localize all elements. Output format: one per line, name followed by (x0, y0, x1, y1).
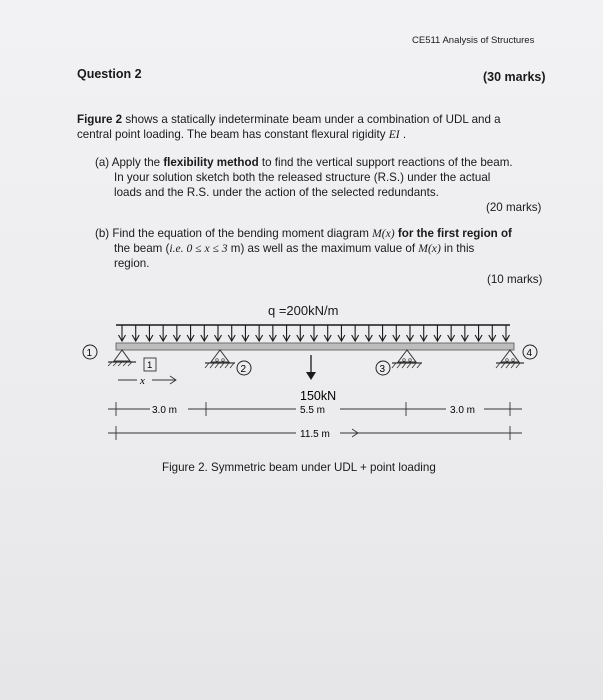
moment-symbol: M(x) (372, 227, 395, 240)
flexibility-method: flexibility method (163, 156, 259, 169)
part-b-line-2: the beam (i.e. 0 ≤ x ≤ 3 m) as well as the maximum value of M(x) in this (114, 242, 475, 255)
part-a-line-2: In your solution sketch both the released structure (R.S.) under the actual (114, 171, 491, 184)
dim-right: 3.0 m (450, 405, 476, 416)
part-a-line-3: loads and the R.S. under the action of the selected redundants. (114, 186, 439, 199)
part-b: (b) Find the equation of the bending moment diagram M(x) for the first region of the beam (i.e. 0 ≤ x ≤ 3 m) as well as the maximum value of M(x) in this region. (95, 227, 512, 270)
x-label: x (140, 375, 145, 387)
udl-arrows (119, 325, 510, 341)
intro-line-1-text: shows a statically indeterminate beam under a combination of UDL and a (122, 113, 501, 126)
beam (116, 343, 514, 350)
dim-total: 11.5 m (300, 429, 330, 440)
node-4: 4 (526, 348, 533, 359)
figure-caption: Figure 2. Symmetric beam under UDL + point loading (162, 461, 436, 474)
dim-left: 3.0 m (152, 405, 178, 416)
node-3: 3 (379, 364, 386, 375)
part-b-marks: (10 marks) (487, 273, 543, 286)
question-title: Question 2 (77, 67, 142, 81)
intro-line-2: central point loading. The beam has constant flexural rigidity EI . (77, 128, 407, 141)
support-4 (496, 350, 524, 368)
question-marks: (30 marks) (483, 70, 546, 84)
part-a: (a) Apply the flexibility method to find the vertical support reactions of the beam. In your solution sketch both the released structure (R.S.) under the actual loads and the R.S. under the action of the selected redundants. (95, 156, 513, 199)
part-b-line-3: region. (114, 257, 150, 270)
support-1 (108, 350, 136, 366)
course-header: CE511 Analysis of Structures (412, 35, 535, 46)
region-label: 1 (147, 360, 153, 371)
part-a-marks: (20 marks) (486, 201, 542, 214)
node-2: 2 (240, 364, 247, 375)
udl-label: q =200kN/m (268, 303, 339, 318)
node-1: 1 (86, 348, 93, 359)
ei-symbol: EI (388, 128, 400, 141)
dim-mid: 5.5 m (300, 405, 326, 416)
support-2 (205, 350, 235, 368)
first-region: for the first region of (394, 227, 512, 240)
point-load-head (306, 372, 316, 380)
point-load-label: 150kN (300, 389, 337, 403)
support-3 (392, 350, 422, 368)
figure-ref: Figure 2 (77, 113, 123, 126)
